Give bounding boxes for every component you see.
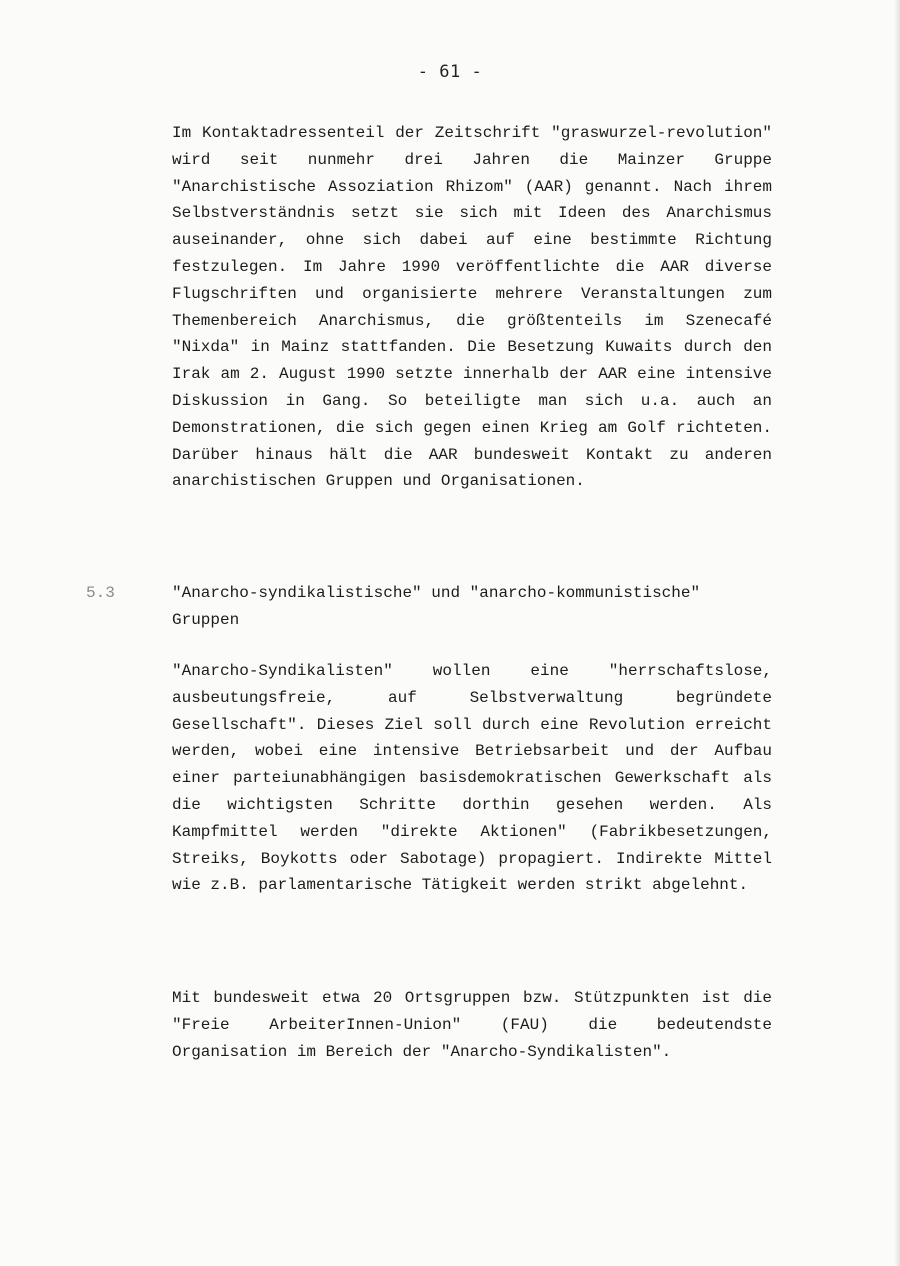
paragraph-fau: Mit bundesweit etwa 20 Ortsgruppen bzw. Stützpunkten ist die "Freie ArbeiterInnen-Union" (FAU) die bedeutendste Organisation im Bereich der "Anarcho-Syndikalisten". xyxy=(172,989,772,1061)
paragraph-anarcho-syndikalisten: "Anarcho-Syndikalisten" wollen eine "herrschaftslose, ausbeutungsfreie, auf Selbstverwaltung begründete Gesellschaft". Dieses Ziel soll durch eine Revolution erreicht werden, wobei eine intensive Betriebsarbeit und der Aufbau einer parteiunabhängigen basisdemokratischen Gewerkschaft als die wichtigsten Schritte dorthin gesehen werden. Als Kampfmittel werden "direkte Aktionen" (Fabrikbesetzungen, Streiks, Boykotts oder Sabotage) propagiert. Indirekte Mittel wie z.B. parlamentarische Tätigkeit werden strikt abgelehnt. xyxy=(172,662,772,895)
paragraph-rhizom: Im Kontaktadressenteil der Zeitschrift "graswurzel-revolution" wird seit nunmehr drei Jahren die Mainzer Gruppe "Anarchistische Assoziation Rhizom" (AAR) genannt. Nach ihrem Selbstverständnis setzt sie sich mit Ideen des Anarchismus auseinander, ohne sich dabei auf eine bestimmte Richtung festzulegen. Im Jahre 1990 veröffentlichte die AAR diverse Flugschriften und organisierte mehrere Veranstaltungen zum Themenbereich Anarchismus, die größtenteils im Szenecafé "Nixda" in Mainz stattfanden. Die Besetzung Kuwaits durch den Irak am 2. August 1990 setzte innerhalb der AAR eine intensive Diskussion in Gang. So beteiligte man sich u.a. auch an Demonstrationen, die sich gegen einen Krieg am Golf richteten. Darüber hinaus hält die AAR bundesweit Kontakt zu anderen anarchistischen Gruppen und Organisationen. xyxy=(172,124,772,491)
section-heading: "Anarcho-syndikalistische" und "anarcho-kommunistische" Gruppen xyxy=(172,584,701,629)
page-number: - 61 - xyxy=(417,62,483,82)
section-number: 5.3 xyxy=(86,584,115,602)
page-edge-shadow xyxy=(894,0,900,1266)
